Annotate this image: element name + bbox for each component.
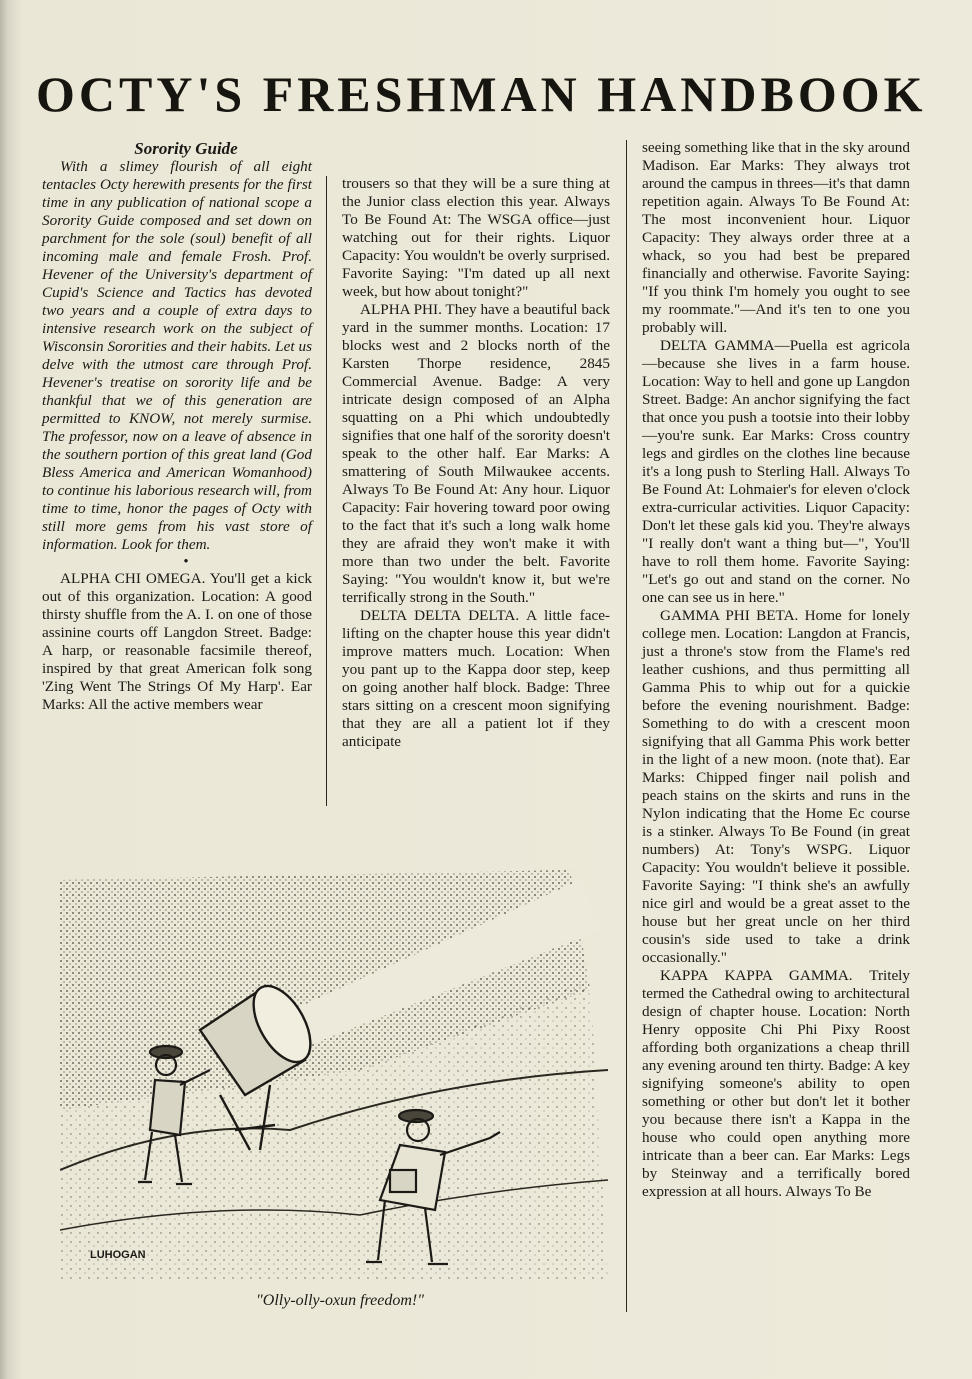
entry-alpha-chi-omega: ALPHA CHI OMEGA. You'll get a kick out of this organization. Location: A good thirsty shuffle from the A. I. on one of those assinine courts off Langdon Street. Badge: A harp, or reasonable facsimile thereof, inspired by that great American folk song 'Zing Went The Strings Of My Harp'. Ear Marks: All the active members wear [42,570,312,713]
page-title: OCTY'S FRESHMAN HANDBOOK [36,66,927,122]
column-1 [42,140,312,714]
section-bullet: • [183,554,189,570]
column-rule-right [626,140,627,1312]
entry-delta-gamma: DELTA GAMMA—Puella est agricola—because she lives in a farm house. Location: Way to hell and gone up Langdon Street. Badge: An anchor signifying the fact that once you push a tootsie into their lobby—you're sunk. Ear Marks: Cross country legs and girdles on the clothes line because it's a long push to Sterling Hall. Always To Be Found At: Lohmaier's for eleven o'clock extra-curricular activities. Liquor Capacity: Don't let these gals kid you. They're always "I really don't want a thing but—", You'll have to roll them home. Favorite Saying: "Let's go out and stand on the corner. No one can see us in here." [642,337,910,606]
intro-paragraph: With a slimey flourish of all eight tentacles Octy herewith presents for the first time in any publication of national scope a Sorority Guide composed and set down on parchment for the sole (soul) benefit of all incoming male and female Frosh. Prof. Hevener of the University's department of Cupid's Science and Tactics has devoted two years and a couple of extra days to intensive research work on the subject of Wisconsin Sororities and their habits. Let us delve with the utmost care through Prof. Hevener's treatise on sorority life and be thankful that we of this generation are permitted to KNOW, not merely surmise. The professor, now on a leave of absence in the southern portion of this great land (God Bless America and American Womanhood) to continue his laborious research will, from time to time, honor the pages of Octy with still more gems from his vast store of information. Look for them. [42,158,312,553]
section-subtitle: Sorority Guide [134,139,238,158]
entry-alpha-phi: ALPHA PHI. They have a beautiful back yard in the summer months. Location: 17 blocks west and 2 blocks north of the Karsten Thorpe residence, 2845 Commercial Avenue. Badge: A very intricate design composed of an Alpha squatting on a Phi which undoubtedly signifies that one half of the sorority doesn't speak to the other half. Ear Marks: A smattering of South Milwaukee accents. Always To Be Found At: Any hour. Liquor Capacity: Fair hovering toward poor owing to the fact that it's such a long walk home they are afraid they won't make it with more than two under the belt. Favorite Saying: "You wouldn't know it, but we're terrifically strong in the South." [342,301,610,606]
entry-continued: trousers so that they will be a sure thing at the Junior class election this year. Always To Be Found At: The WSGA office—just watching out for their rights. Liquor Capacity: You wouldn't be overly surprised. Favorite Saying: "I'm dated up all next week, but how about tonight?" [342,175,610,300]
cartoon-caption: "Olly-olly-oxun freedom!" [256,1292,424,1309]
artist-signature: LUHOGAN [90,1249,146,1261]
column-2 [342,175,610,751]
cartoon-illustration [60,870,608,1280]
column-rule-left [326,176,327,806]
column-3 [642,139,910,1201]
entry-gamma-phi-beta: GAMMA PHI BETA. Home for lonely college men. Location: Langdon at Francis, just a throne's stow from the Flame's red leather cushions, and thus permitting all Gamma Phis to whip out for a quickie before the evening nourishment. Badge: Something to do with a crescent moon signifying that all Gamma Phis work better in the light of a new moon. (note that). Ear Marks: Chipped finger nail polish and peach stains on the skirts and runs in the Nylon indicating that the Home Ec course is a stinker. Always To Be Found (in great numbers) At: Tony's WSPG. Liquor Capacity: You wouldn't believe it possible. Favorite Saying: "I think she's an awfully nice girl and would be a great asset to the house but her great uncle on her third cousin's side used to take a drink occasionally." [642,607,910,966]
entry-delta-delta-delta: DELTA DELTA DELTA. A little face-lifting on the chapter house this year didn't improve matters much. Location: When you pant up to the Kappa door step, keep on going another half block. Badge: Three stars sitting on a crescent moon signifying that they are all a patient lot if they anticipate [342,607,610,750]
entry-continued: seeing something like that in the sky around Madison. Ear Marks: They always trot around the campus in threes—it's that damn repetition again. Always To Be Found At: The most inconvenient hour. Liquor Capacity: They always order three at a whack, so you had best be prepared financially and otherwise. Favorite Saying: "If you think I'm homely you ought to see my roommate."—And it's ten to one you probably will. [642,139,910,336]
entry-kappa-kappa-gamma: KAPPA KAPPA GAMMA. Tritely termed the Cathedral owing to architectural design of chapter house. Location: North Henry opposite Chi Phi Pixy Roost affording both organizations a cheap thrill any evening around ten thirty. Badge: A key signifying someone's ability to open something or other but don't let it bother you because there isn't a Kappa in the house who could open anything more intricate than a beer can. Ear Marks: Legs by Steinway and a terrifically bored expression at all hours. Always To Be [642,967,910,1200]
